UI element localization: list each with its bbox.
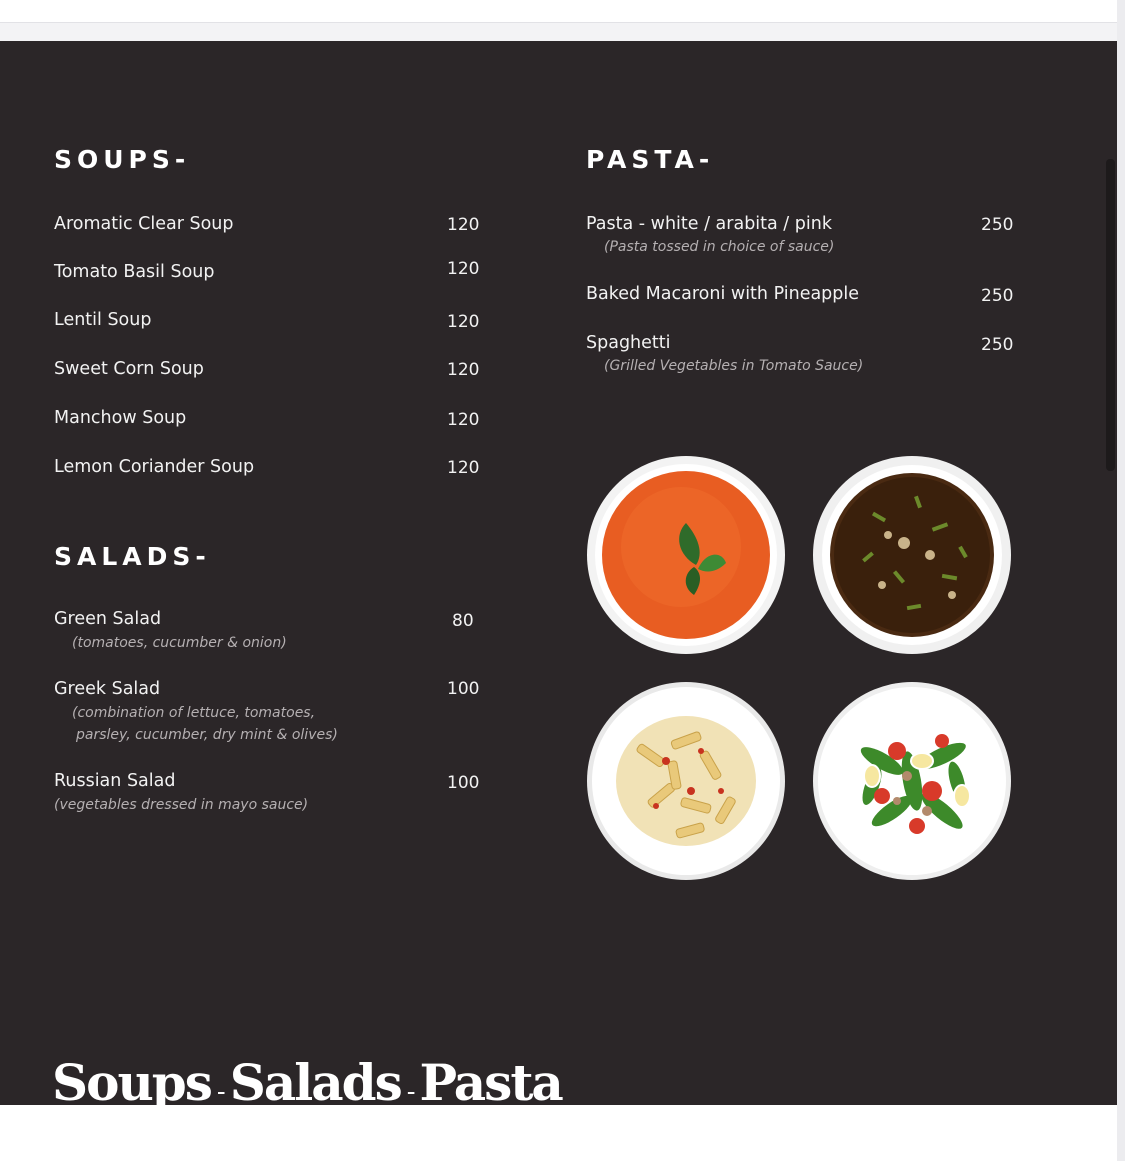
clear-soup-image	[812, 455, 1012, 655]
salad-item-description: (tomatoes, cucumber & onion)	[72, 635, 287, 651]
pasta-item-description: (Pasta tossed in choice of sauce)	[604, 239, 835, 255]
title-part-pasta: Pasta	[419, 1053, 562, 1112]
pasta-item-name: Spaghetti	[586, 333, 671, 353]
soup-item-price: 120	[447, 360, 480, 380]
title-part-soups: Soups	[52, 1053, 211, 1112]
soup-item-price: 120	[447, 410, 480, 430]
salad-item-description: (vegetables dressed in mayo sauce)	[54, 797, 309, 813]
salad-item-name: Greek Salad	[54, 679, 161, 699]
soup-item-price: 120	[447, 259, 480, 279]
soup-item-price: 120	[447, 458, 480, 478]
penne-pasta-image	[586, 681, 786, 881]
salad-item-description: parsley, cucumber, dry mint & olives)	[76, 727, 338, 743]
soup-item-price: 120	[447, 215, 480, 235]
top-gap	[0, 23, 1117, 41]
soups-heading: SOUPS-	[54, 145, 191, 174]
title-separator: -	[216, 1077, 224, 1107]
salad-item-price: 100	[447, 773, 480, 793]
title-separator: -	[406, 1077, 414, 1107]
pasta-heading: PASTA-	[586, 145, 715, 174]
soup-item-name: Manchow Soup	[54, 408, 187, 428]
soup-item-name: Lemon Coriander Soup	[54, 457, 255, 477]
salad-item-description: (combination of lettuce, tomatoes,	[72, 705, 316, 721]
pasta-item-price: 250	[981, 286, 1014, 306]
green-salad-image	[812, 681, 1012, 881]
title-part-salads: Salads	[229, 1053, 401, 1112]
scrollbar-thumb[interactable]	[1106, 159, 1115, 471]
soup-item-name: Sweet Corn Soup	[54, 359, 204, 379]
tomato-soup-image	[586, 455, 786, 655]
pasta-item-price: 250	[981, 215, 1014, 235]
menu-page	[0, 41, 1117, 1112]
salad-item-price: 100	[447, 679, 480, 699]
soup-item-price: 120	[447, 312, 480, 332]
right-edge	[1117, 0, 1125, 1161]
salad-item-name: Green Salad	[54, 609, 162, 629]
pasta-item-name: Pasta - white / arabita / pink	[586, 214, 832, 234]
soup-item-name: Lentil Soup	[54, 310, 152, 330]
salads-heading: SALADS-	[54, 542, 211, 571]
pasta-item-name: Baked Macaroni with Pineapple	[586, 284, 860, 304]
soup-item-name: Tomato Basil Soup	[54, 262, 215, 282]
top-strip	[0, 0, 1117, 23]
salad-item-price: 80	[452, 611, 474, 631]
menu-section-title	[52, 1053, 562, 1113]
pasta-item-price: 250	[981, 335, 1014, 355]
soup-item-name: Aromatic Clear Soup	[54, 214, 234, 234]
pasta-item-description: (Grilled Vegetables in Tomato Sauce)	[604, 358, 864, 374]
salad-item-name: Russian Salad	[54, 771, 176, 791]
